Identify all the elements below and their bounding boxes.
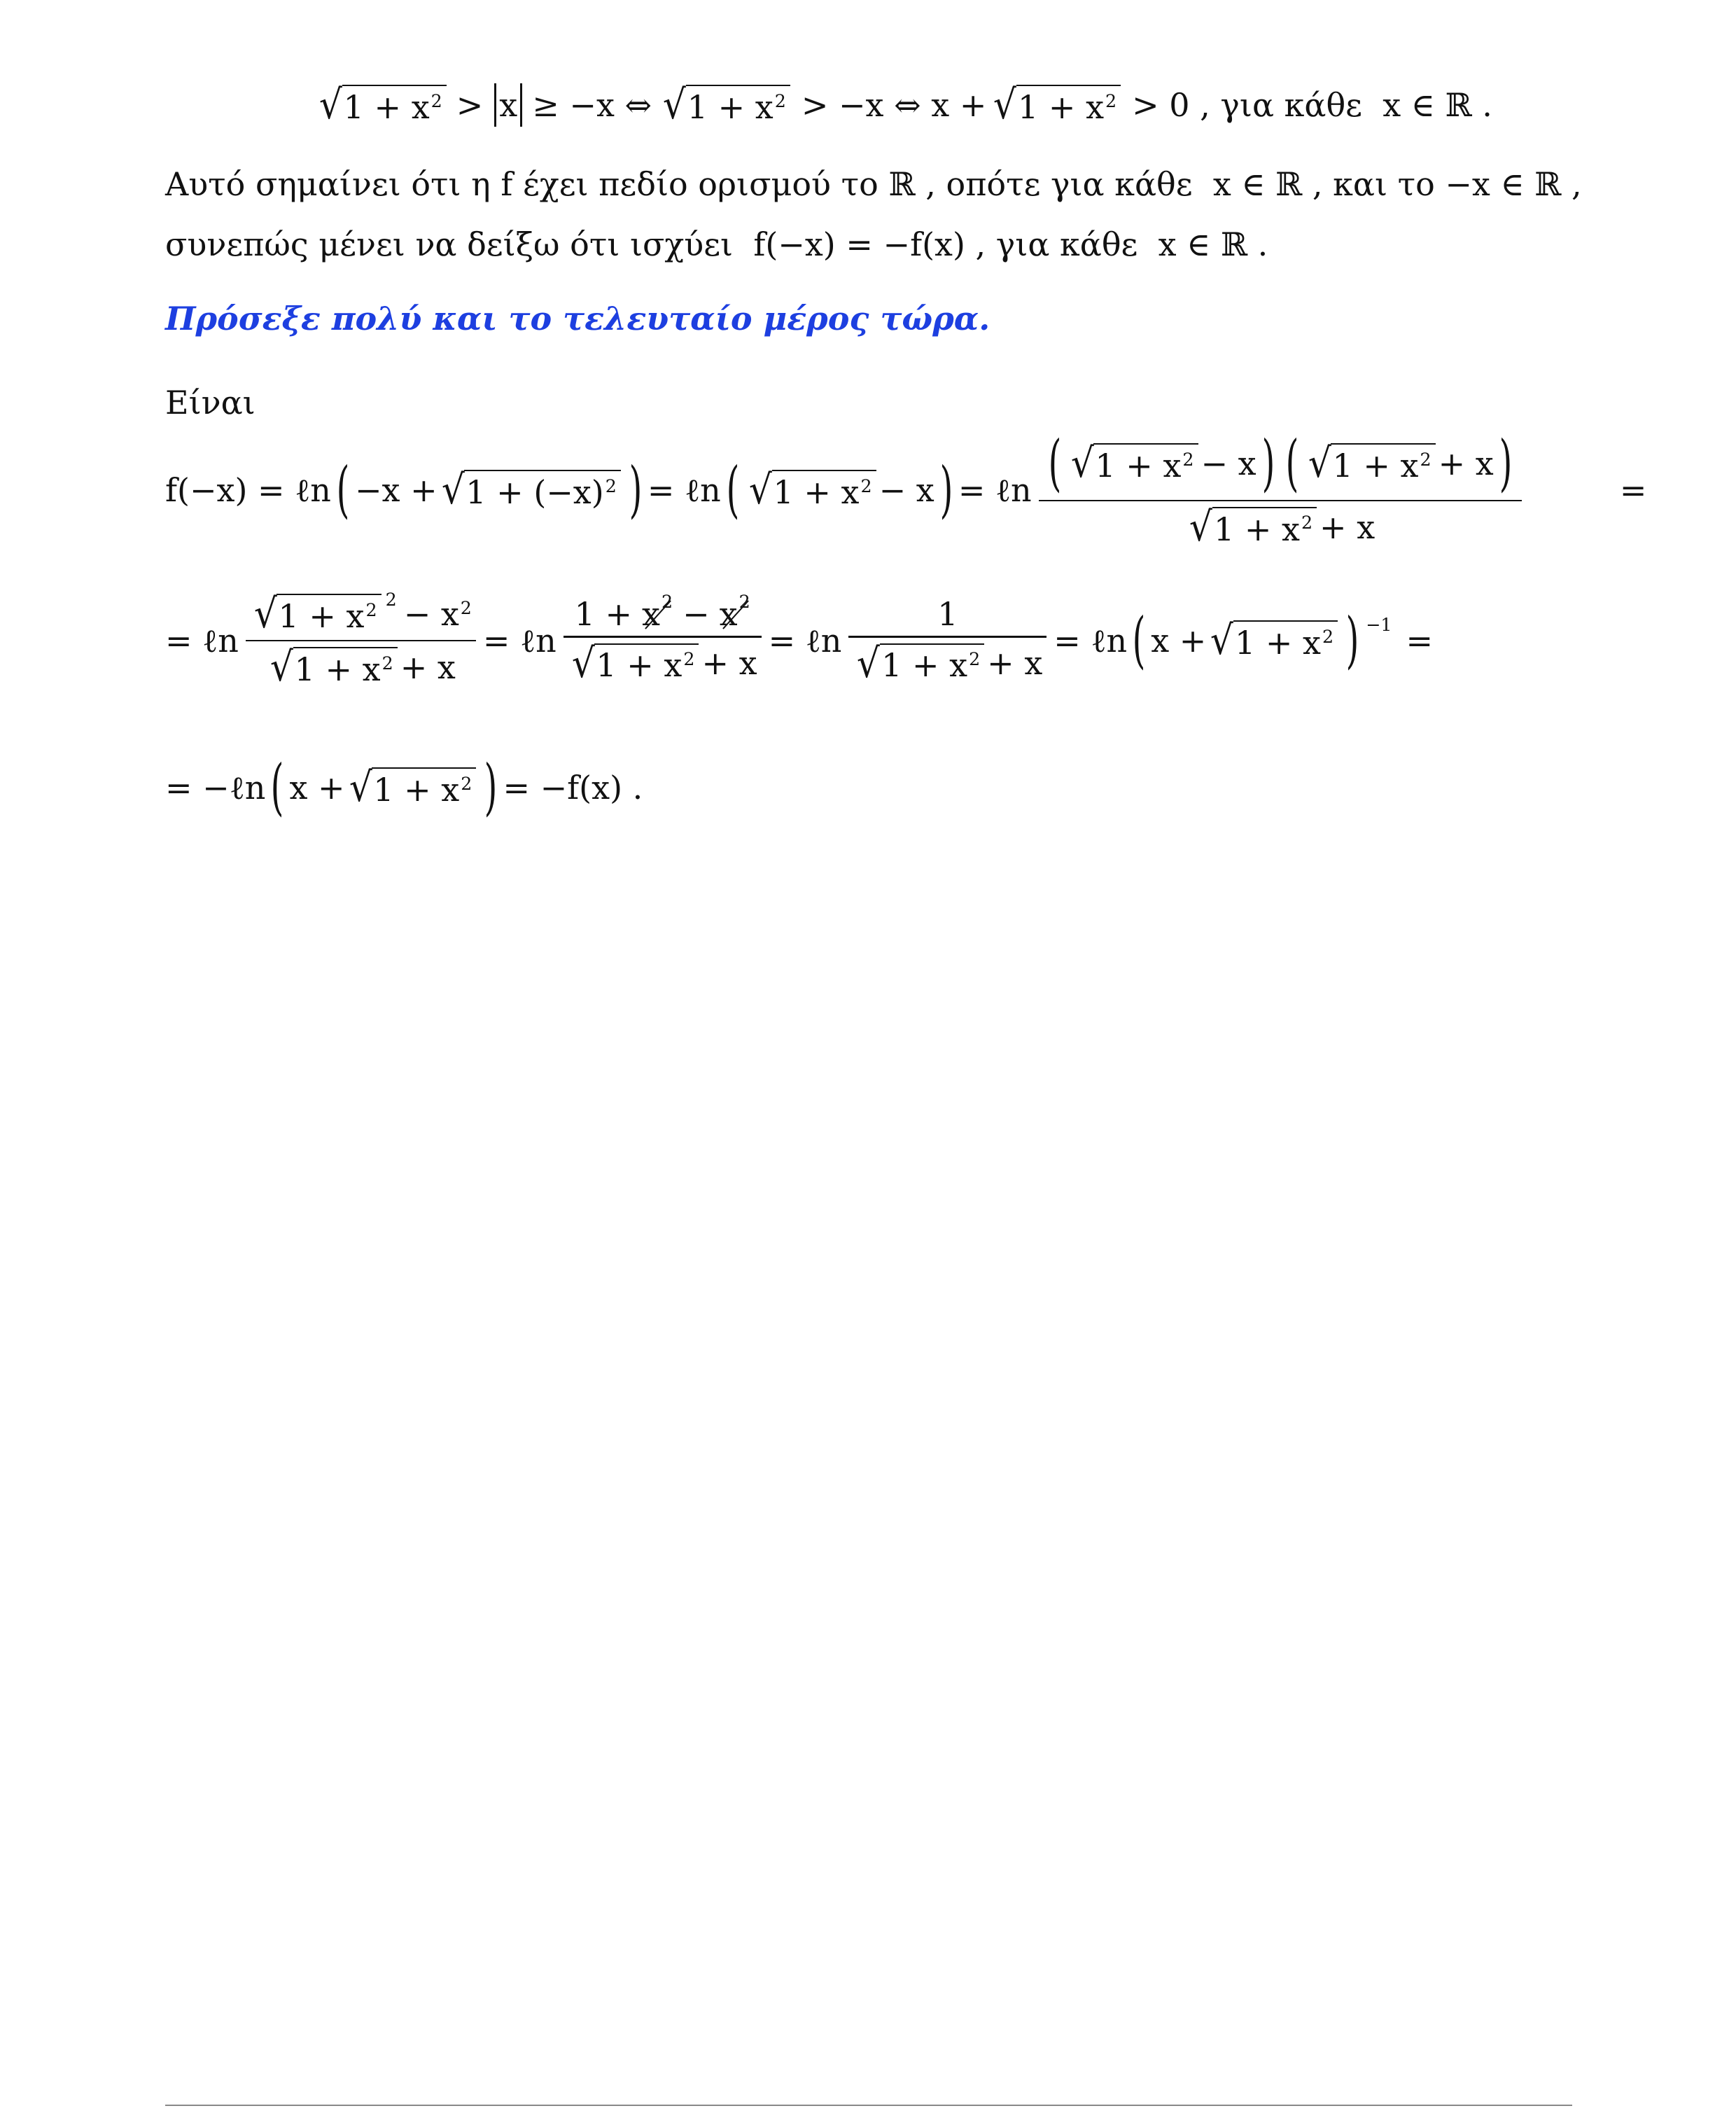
paren-left: ( — [1048, 427, 1062, 499]
sqrt-expression: √ 1 + x 2 — [1307, 443, 1436, 484]
sqrt-expression: √ 1 + x 2 — [570, 643, 699, 684]
equation-line-2: = ℓn √ 1 + x 2 2 − x 2 √ 1 + x 2 + x = ℓn 1 + $x^2$ − $x^2$ √ 1 + x 2 + x = ℓn 1 √ 1 + x 2 + x = ℓn ( x + √ 1 + x 2 ) −1 = — [165, 590, 1434, 691]
paragraph-line-1: Αυτό σημαίνει ότι η f έχει πεδίο ορισμού το ℝ , οπότε για κάθε x ∈ ℝ , και το −x ∈ ℝ , — [165, 165, 1582, 203]
gt-sign: > — [456, 86, 484, 124]
sqrt-expression: √ 1 + x 2 — [269, 647, 398, 688]
sqrt-expression: √ 1 + x 2 — [1209, 620, 1338, 661]
paren-right: ) — [1261, 427, 1275, 499]
gt-negx-text: > −x ⇔ x + — [801, 86, 987, 124]
fraction: ( √ 1 + x 2 − x ) ( √ 1 + x 2 + x ) √ 1 + x 2 + x — [1039, 433, 1522, 547]
sqrt-expression: √ 1 + x 2 — [748, 470, 876, 510]
paren-right: ) — [1499, 427, 1513, 499]
abs-bar-left — [494, 83, 496, 127]
cancelled-term: $x^2$ — [642, 591, 673, 633]
sqrt-expression: √ 1 + x 2 — [348, 767, 477, 808]
sqrt-expression: √ 1 + x 2 — [1070, 443, 1198, 484]
fraction: 1 + $x^2$ − $x^2$ √ 1 + x 2 + x — [564, 598, 762, 683]
fraction-bar — [1039, 500, 1522, 502]
highlight-heading: Πρόσεξε πολύ και το τελευταίο μέρος τώρα. — [165, 300, 990, 337]
paren-left: ( — [1132, 604, 1146, 676]
equation-line-1: f(−x) = ℓn ( −x + √ 1 + (−x) 2 ) = ℓn ( √ 1 + x 2 − x ) = ℓn ( √ 1 + x 2 − x ) ( √ 1 + x 2 + x ) √ 1 + x 2 + x = — [165, 427, 1647, 551]
paren-right: ) — [484, 751, 498, 823]
sqrt-expression: √ 1 + (−x) 2 — [440, 470, 621, 510]
paren-left: ( — [336, 454, 350, 526]
fraction-bar — [246, 640, 476, 642]
paren-right: ) — [1345, 604, 1359, 676]
sqrt-expression: √ 1 + x 2 — [318, 85, 447, 125]
fraction-bar — [564, 636, 762, 638]
cancelled-term: $x^2$ — [719, 591, 750, 633]
fraction-bar — [848, 636, 1046, 638]
sqrt-expression: √ 1 + x 2 — [253, 594, 382, 634]
gt0-text: > 0 , για κάθε x ∈ ℝ . — [1132, 86, 1492, 124]
paren-left: ( — [726, 454, 740, 526]
abs-bar-right — [520, 83, 522, 127]
sqrt-expression: √ 1 + x 2 — [1188, 507, 1317, 548]
paren-right: ) — [939, 454, 953, 526]
inequality-line: √ 1 + x 2 > x ≥ −x ⇔ √ 1 + x 2 > −x ⇔ x + √ 1 + x 2 > 0 , για κάθε x ∈ ℝ . — [318, 81, 1492, 129]
paren-left: ( — [271, 751, 284, 823]
geq-text: ≥ −x ⇔ — [532, 86, 652, 124]
einai-label: Είναι — [165, 384, 255, 421]
sqrt-expression: √ 1 + x 2 — [992, 85, 1121, 125]
paragraph-line-2: συνεπώς μένει να δείξω ότι ισχύει f(−x) = −f(x) , για κάθε x ∈ ℝ . — [165, 225, 1268, 263]
paren-left: ( — [1285, 427, 1299, 499]
sqrt-expression: √ 1 + x 2 — [662, 85, 790, 125]
sqrt-expression: √ 1 + x 2 — [855, 643, 984, 684]
equation-line-3: = −ℓn ( x + √ 1 + x 2 ) = −f(x) . — [165, 751, 643, 823]
footer-divider — [165, 2105, 1572, 2106]
fraction: 1 √ 1 + x 2 + x — [848, 598, 1046, 683]
fraction: √ 1 + x 2 2 − x 2 √ 1 + x 2 + x — [246, 594, 476, 688]
paren-right: ) — [629, 454, 643, 526]
